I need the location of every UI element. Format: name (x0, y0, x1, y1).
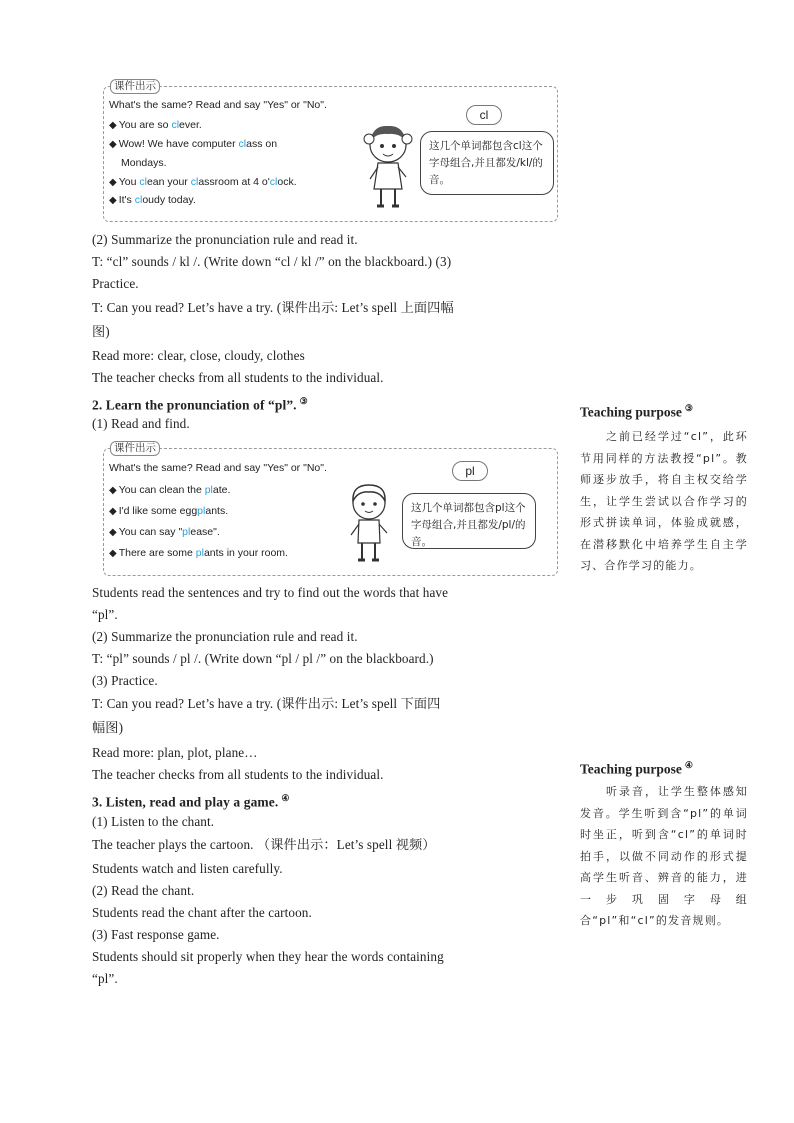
body-line: (1) Read and find. (92, 416, 190, 431)
box-instruction: What's the same? Read and say "Yes" or "No". (109, 462, 327, 474)
body-line: (1) Listen to the chant. (92, 814, 215, 829)
box-sentence: ◆ Wow! We have computer class on (109, 138, 278, 150)
body-line: Read more: clear, close, cloudy, clothes (92, 348, 305, 363)
box-sentence: ◆ It's cloudy today. (109, 194, 196, 206)
speech-bubble: 这几个单词都包含cl这个字母组合,并且都发/kl/的音。 (420, 131, 554, 195)
body-line: The teacher checks from all students to the individual. (92, 767, 384, 782)
courseware-box-pl (103, 442, 558, 576)
body-line: (3) Fast response game. (92, 927, 220, 942)
teaching-purpose-text: 听录音，让学生整体感知发音。学生听到含“pl”的单词时坐正，听到含“cl”的单词时拍手，以做不同动作的形式提高学生听音、辨音的能力，进一步巩固字母组合“pl”和“cl”的发音规则。 (580, 785, 748, 927)
body-line: (2) Summarize the pronunciation rule and read it. (92, 629, 358, 644)
body-line: T: “pl” sounds / pl /. (Write down “pl / pl /” on the blackboard.) (92, 651, 434, 666)
letter-combination-tag: pl (452, 461, 488, 481)
body-line: Students should sit properly when they hear the words containing (92, 949, 444, 964)
courseware-label: 课件出示 (110, 79, 160, 94)
body-line: 幅图) (92, 720, 124, 735)
body-line: T: Can you read? Let’s have a try. (课件出示: Let’s spell 上面四幅 (92, 300, 454, 315)
section-heading: 2. Learn the pronunciation of “pl”. ③ (92, 396, 308, 413)
courseware-box-cl (103, 80, 558, 222)
body-line: (2) Read the chant. (92, 883, 195, 898)
speech-bubble: 这几个单词都包含pl这个字母组合,并且都发/pl/的音。 (402, 493, 536, 549)
boy-illustration (344, 479, 394, 567)
body-line: (2) Summarize the pronunciation rule and read it. (92, 232, 358, 247)
body-line: Practice. (92, 276, 139, 291)
box-sentence: ◆ You can clean the plate. (109, 484, 231, 496)
box-instruction: What's the same? Read and say "Yes" or "No". (109, 99, 327, 111)
body-line: (3) Practice. (92, 673, 158, 688)
girl-illustration (362, 117, 414, 213)
body-line: T: Can you read? Let’s have a try. (课件出示: Let’s spell 下面四 (92, 696, 441, 711)
body-line: “pl”. (92, 607, 118, 622)
teaching-purpose-title: Teaching purpose ④ (580, 760, 693, 777)
body-line: “pl”. (92, 971, 118, 986)
box-sentence: ◆ I'd like some eggplants. (109, 505, 229, 517)
body-line: Students watch and listen carefully. (92, 861, 283, 876)
body-line: T: “cl” sounds / kl /. (Write down “cl / kl /” on the blackboard.) (3) (92, 254, 452, 269)
letter-combination-tag: cl (466, 105, 502, 125)
body-line: The teacher checks from all students to the individual. (92, 370, 384, 385)
body-line: 图) (92, 324, 110, 339)
box-sentence: ◆ You can say "please". (109, 526, 220, 538)
box-sentence: ◆ There are some plants in your room. (109, 547, 288, 559)
box-sentence: ◆ You are so clever. (109, 119, 202, 131)
section-heading: 3. Listen, read and play a game. ④ (92, 793, 290, 810)
teaching-purpose-text: 之前已经学过“cl”，此环节用同样的方法教授“pl”。教师逐步放手，将自主权交给学生，让学生尝试以合作学习的形式拼读单词，体验成就感，在潜移默化中培养学生自主学习、合作学习的能力。 (580, 430, 748, 572)
box-sentence-continued: Mondays. (121, 157, 167, 169)
body-line: Students read the sentences and try to find out the words that have (92, 585, 449, 600)
body-line: Students read the chant after the cartoon. (92, 905, 312, 920)
teaching-purpose-title: Teaching purpose ③ (580, 403, 693, 420)
body-line: Read more: plan, plot, plane… (92, 745, 258, 760)
courseware-label: 课件出示 (110, 441, 160, 456)
box-sentence: ◆ You clean your classroom at 4 o'clock. (109, 176, 297, 188)
body-line: The teacher plays the cartoon. （课件出示：Let’s spell 视频） (92, 837, 436, 852)
